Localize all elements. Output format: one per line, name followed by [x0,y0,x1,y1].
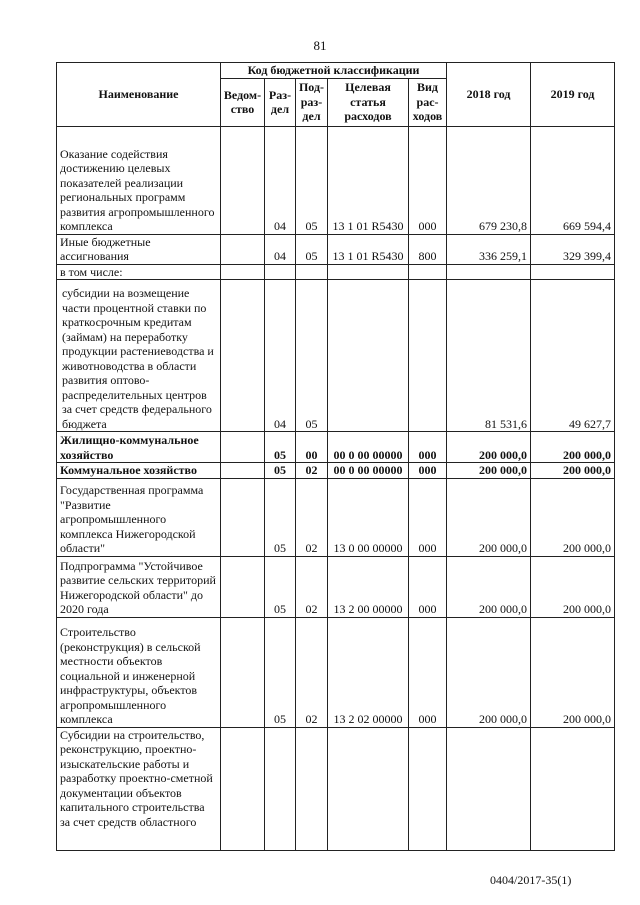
row-name: Жилищно-коммунальное хозяйство [57,432,221,463]
table-header [57,63,615,127]
document-code: 0404/2017-35(1) [490,873,572,887]
row-2019: 200 000,0 [531,617,615,727]
row-2018: 200 000,0 [447,463,531,479]
row-target: 13 1 01 R5430 [328,126,409,234]
header-code-group: Код бюджетной классификации [221,63,447,79]
row-2018: 200 000,0 [447,617,531,727]
budget-table [56,62,615,851]
row-target: 13 1 01 R5430 [328,234,409,264]
row-name: Подпрограмма "Устойчивое развитие сельских территорий Нижегородской области" до 2020 года [57,556,221,617]
row-subsection: 02 [296,478,328,556]
row-target: 13 0 00 00000 [328,478,409,556]
row-expense-type [409,264,447,280]
row-dept [221,556,265,617]
row-2018: 679 230,8 [447,126,531,234]
row-2019: 200 000,0 [531,478,615,556]
row-dept [221,478,265,556]
row-section: 05 [265,556,296,617]
row-name: в том числе: [57,264,221,280]
row-name: Оказание содействия достижению целевых показателей реализации региональных программ развития агропромышленного комплекса [57,126,221,234]
row-target [328,264,409,280]
row-2019 [531,727,615,850]
row-2019: 49 627,7 [531,280,615,432]
header-section: Раз-дел [265,78,296,126]
row-name: Государственная программа "Развитие агропромышленного комплекса Нижегородской области" [57,478,221,556]
row-2019: 200 000,0 [531,556,615,617]
row-target: 13 2 00 00000 [328,556,409,617]
row-section: 04 [265,280,296,432]
row-2019: 329 399,4 [531,234,615,264]
table-body [57,126,615,850]
row-2018: 81 531,6 [447,280,531,432]
row-2018: 336 259,1 [447,234,531,264]
row-subsection: 05 [296,234,328,264]
row-subsection: 02 [296,617,328,727]
row-name: Коммунальное хозяйство [57,463,221,479]
header-2018: 2018 год [447,63,531,127]
row-target [328,727,409,850]
header-name: Наименование [57,63,221,127]
row-name: субсидии на возмещение части процентной ставки по краткосрочным кредитам (займам) на переработку продукции растениеводства и животноводства в области развития оптово-распределительных центров за счет средств федерального бюджета [57,280,221,432]
row-section: 04 [265,126,296,234]
row-expense-type: 800 [409,234,447,264]
row-expense-type: 000 [409,463,447,479]
row-section [265,264,296,280]
row-subsection: 00 [296,432,328,463]
row-2019: 200 000,0 [531,432,615,463]
row-dept [221,617,265,727]
row-target: 00 0 00 00000 [328,432,409,463]
row-2018: 200 000,0 [447,432,531,463]
header-2019: 2019 год [531,63,615,127]
page-number: 81 [313,38,327,53]
row-target: 13 2 02 00000 [328,617,409,727]
row-subsection [296,264,328,280]
header-target: Целевая статья расходов [328,78,409,126]
row-subsection [296,727,328,850]
row-dept [221,280,265,432]
row-expense-type [409,727,447,850]
row-expense-type: 000 [409,126,447,234]
row-expense-type: 000 [409,617,447,727]
row-dept [221,234,265,264]
row-dept [221,727,265,850]
row-target: 00 0 00 00000 [328,463,409,479]
row-expense-type [409,280,447,432]
row-subsection: 02 [296,556,328,617]
row-section: 05 [265,463,296,479]
row-subsection: 02 [296,463,328,479]
row-name: Иные бюджетные ассигнования [57,234,221,264]
row-dept [221,126,265,234]
row-2018: 200 000,0 [447,478,531,556]
row-target [328,280,409,432]
row-dept [221,264,265,280]
row-subsection: 05 [296,280,328,432]
row-expense-type: 000 [409,478,447,556]
row-section [265,727,296,850]
header-expense-type: Вид рас-ходов [409,78,447,126]
header-dept: Ведом-ство [221,78,265,126]
row-dept [221,463,265,479]
row-expense-type: 000 [409,432,447,463]
row-expense-type: 000 [409,556,447,617]
row-section: 05 [265,617,296,727]
row-2019 [531,264,615,280]
row-2019: 669 594,4 [531,126,615,234]
row-section: 05 [265,432,296,463]
row-name: Строительство (реконструкция) в сельской местности объектов социальной и инженерной инфраструктуры, объектов агропромышленного комплекса [57,617,221,727]
row-section: 05 [265,478,296,556]
row-dept [221,432,265,463]
row-name: Субсидии на строительство, реконструкцию, проектно-изыскательские работы и разработку проектно-сметной документации объектов капитального строительства за счет средств областного [57,727,221,850]
row-section: 04 [265,234,296,264]
row-2018: 200 000,0 [447,556,531,617]
row-2018 [447,727,531,850]
row-2019: 200 000,0 [531,463,615,479]
row-2018 [447,264,531,280]
row-subsection: 05 [296,126,328,234]
header-subsection: Под-раз-дел [296,78,328,126]
